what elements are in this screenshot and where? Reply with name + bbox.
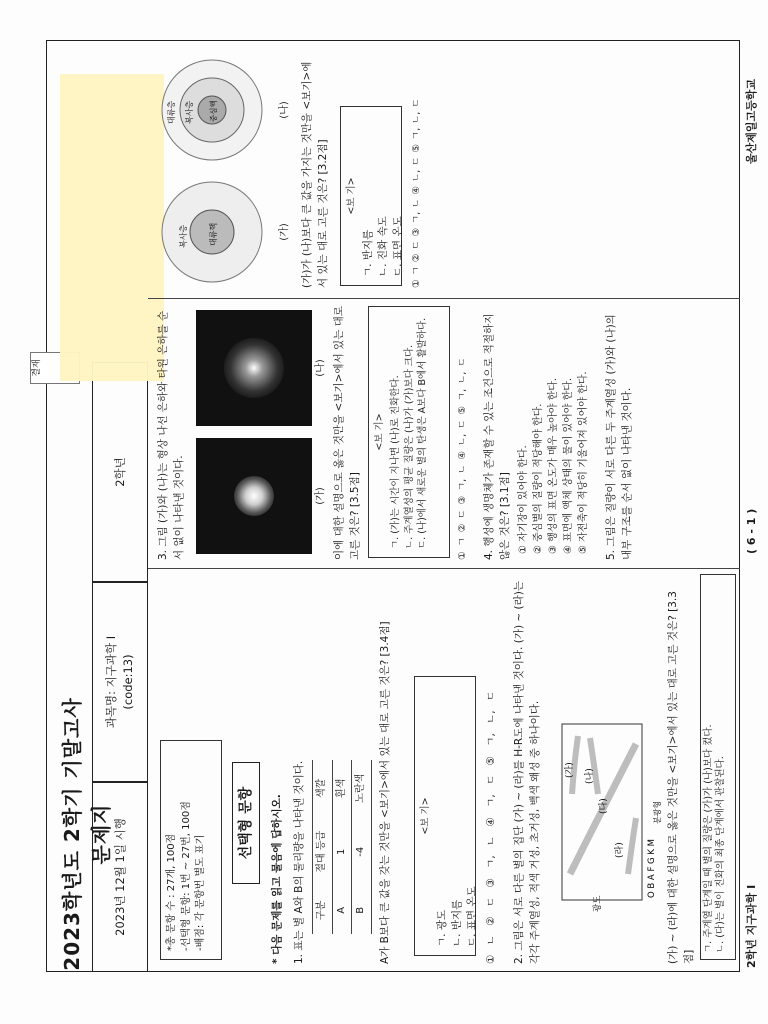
spiral-core <box>224 338 284 398</box>
giant-band <box>590 738 598 794</box>
q3-stem: 3. 그림 (가)와 (나)는 형상 나선 은하와 타원 은하를 순서 없이 나타낸 것이다. <box>157 310 185 560</box>
option: ① 자기장이 있어야 한다. <box>518 445 529 554</box>
table-cell: 1 <box>332 817 352 887</box>
table-cell: 흰색 <box>332 760 352 817</box>
exam-date: 2023년 12월 1일 시행 <box>92 782 148 972</box>
q3-options-box <box>368 306 450 558</box>
spiral-galaxy-image <box>196 310 312 426</box>
option: ㄱ. 주계열 단계일 때 별의 질량은 (가)가 (나)보다 컸다. <box>703 724 714 953</box>
info-line: -배점: 각 문항번 별도 표기 <box>195 834 206 951</box>
option: ③ 행성의 표면 온도가 매우 높아야 한다. <box>548 377 559 554</box>
instruction: * 다음 문제를 읽고 물음에 답하시오. <box>271 794 283 964</box>
grade-cell: 2학년 <box>92 362 148 582</box>
column-divider <box>148 568 740 569</box>
elliptical-galaxy-image <box>196 438 312 554</box>
q2-stem: 2. 그림은 서로 다른 별의 집단 (가) ~ (라)를 H-R도에 나타낸 것이다. (가) ~ (라)는 각각 주계열성, 적색 거성, 초거성, 백색 왜성 중 하나이다. <box>513 580 541 964</box>
column-divider <box>148 298 740 299</box>
section-title: 선택형 문항 <box>232 762 260 884</box>
table-cell: -4 <box>352 817 372 887</box>
option: ㄱ. (가)는 시간이 지나면 (나)로 진화한다. <box>389 375 401 549</box>
info-line: *총 문항 수 : 27개, 100점 <box>166 833 177 951</box>
layer-label: 대류층 <box>167 100 176 124</box>
layer-label: 복사층 <box>185 100 194 124</box>
q1-choices: ① ㄴ ② ㄷ ③ ㄱ, ㄴ ④ ㄱ, ㄷ ⑤ ㄱ, ㄴ, ㄷ <box>485 690 497 964</box>
redaction-sticky-note <box>60 74 164 381</box>
approval-stamp: 결재 <box>30 352 80 384</box>
white-dwarf-band <box>628 818 636 874</box>
group-label: (가) <box>565 762 575 778</box>
q5-question: (가)가 (나)보다 큰 값을 가지는 것만을 <보기>에서 있는 대로 고른 것은? [3.2점] <box>301 61 329 288</box>
q5-stem-a: 5. 그림은 질량이 서로 다른 두 주계열성 (가)와 (나)의 내부 구조를 순서 없이 나타낸 것이다. <box>605 314 633 560</box>
galaxy-glow <box>234 476 274 516</box>
option: ㄷ. 표면 온도 <box>466 886 479 947</box>
caption-na: (나) <box>279 101 290 119</box>
q4-stem: 4. 행성에 생명체가 존재할 수 있는 조건으로 적절하지 않은 것은? [3.1점] <box>483 313 511 560</box>
spectral-label: 분광형 <box>653 800 662 824</box>
layer-label: 대류핵 <box>209 222 218 246</box>
group-label: (다) <box>599 798 609 814</box>
q1-options-box <box>414 676 479 956</box>
table-cell: 노란색 <box>352 760 372 817</box>
subject-code: (code:13) <box>121 654 135 710</box>
group-label: (나) <box>585 768 595 784</box>
option: ⑤ 자전축이 적당히 기울어져 있어야 한다. <box>578 371 589 554</box>
hr-diagram <box>560 714 660 914</box>
q1-question: A가 B보다 큰 값을 갖는 것만을 <보기>에서 있는 대로 고른 것은? [3.4점] <box>379 621 391 964</box>
option: ㄷ. (나)에서 새로운 별의 탄생은 A보다 B에서 활발하다. <box>417 317 429 549</box>
q2-question: (가) ~ (라)에 대한 설명으로 옳은 것만을 <보기>에서 있는 대로 고른 것은? [3.3점] <box>667 591 695 964</box>
q1-stem: 1. 표는 별 A와 B의 물리량을 나타낸 것이다. <box>293 760 305 964</box>
info-line: -선택형 문항: 1번 ~ 27번, 100점 <box>180 801 192 951</box>
school-name: 울산제일고등학교 <box>745 78 758 164</box>
table-cell: B <box>352 887 372 934</box>
subject-name: 과목명: 지구과학 I <box>104 635 119 729</box>
q5-options-box <box>340 106 405 286</box>
q4-options <box>516 304 591 554</box>
option: ㄴ. 진화 속도 <box>376 216 389 277</box>
caption-ga: (가) <box>315 487 326 505</box>
exam-title: 2023학년도 2학기 기말고사 문제지 <box>60 697 113 971</box>
option: ㄱ. 반지름 <box>361 229 374 277</box>
q3-choices: ① ㄱ ② ㄷ ③ ㄱ, ㄴ ④ ㄴ, ㄷ ⑤ ㄱ, ㄴ, ㄷ <box>457 357 468 560</box>
q1-table <box>312 760 372 934</box>
structure-na <box>162 60 262 160</box>
structure-ga <box>162 182 262 282</box>
layer-label: 복사층 <box>179 224 188 248</box>
group-label: (라) <box>615 842 625 858</box>
table-cell: A <box>332 887 352 934</box>
option: ㄷ. 표면 온도 <box>392 216 405 277</box>
star-structure-diagram <box>156 52 276 288</box>
caption-ga: (가) <box>279 223 290 241</box>
subject-cell <box>92 582 148 782</box>
box-header: <보 기> <box>420 797 431 835</box>
exam-info-box <box>160 740 222 960</box>
option: ㄱ. 광도 <box>435 909 448 947</box>
q5-choices: ① ㄱ ② ㄷ ③ ㄱ, ㄴ ④ ㄴ, ㄷ ⑤ ㄱ, ㄴ, ㄷ <box>411 98 422 288</box>
footer-subject: 2학년 지구과학 I <box>745 884 758 968</box>
option: ㄴ. 반지름 <box>450 899 463 947</box>
table-header: 구분 <box>313 887 333 934</box>
option: ㄴ. (다)는 별이 진화의 최종 단계에서 관찰된다. <box>714 756 726 953</box>
table-header: 색깔 <box>313 760 333 817</box>
page-number: ( 6 - 1 ) <box>745 508 758 554</box>
option: ㄴ. 주계열성의 평균 질량은 (나)가 (가)보다 크다. <box>403 344 415 549</box>
spectral-axis: O B A F G K M <box>647 839 657 898</box>
table-header: 절대 등급 <box>313 817 333 887</box>
box-header: <보 기> <box>374 413 385 451</box>
option: ② 중심별의 질량이 적당해야 한다. <box>533 403 544 554</box>
q2-options-box <box>700 574 736 960</box>
caption-na: (나) <box>315 359 326 377</box>
layer-label: 중심핵 <box>209 100 218 122</box>
luminosity-label: 광도 <box>593 895 603 912</box>
q3-question: 이에 대한 설명으로 옳은 것만을 <보기>에서 있는 대로 고른 것은? [3.5점] <box>333 306 361 560</box>
box-header: <보 기> <box>346 177 357 215</box>
option: ④ 표면에 액체 상태의 물이 있어야 한다. <box>563 377 574 554</box>
